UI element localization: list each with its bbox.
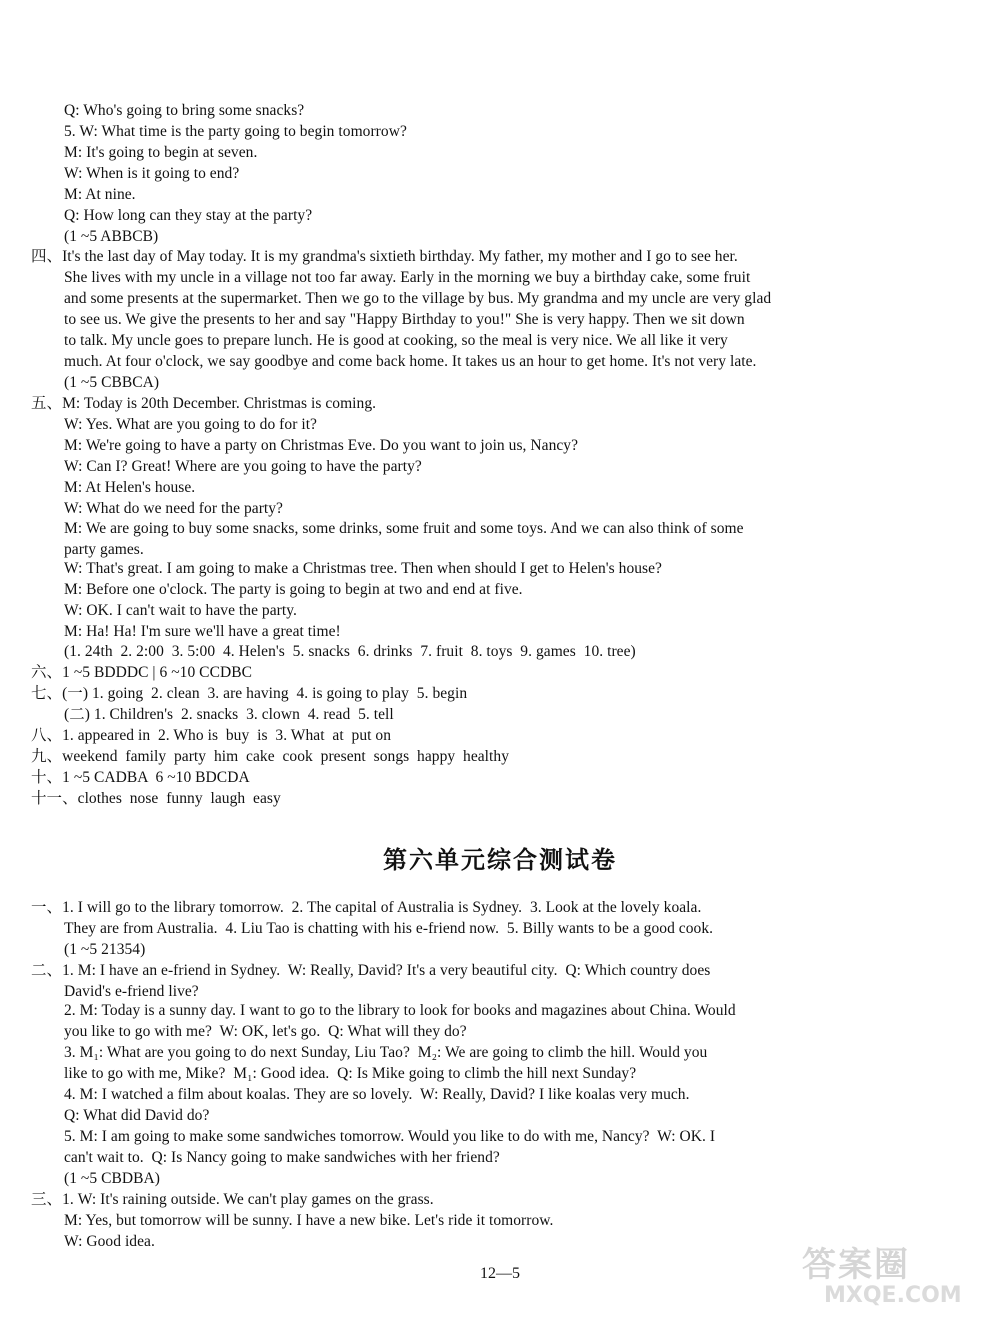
text-line: like to go with me, Mike? M₁: Good idea. Q: Is Mike going to climb the hill next Sunday? bbox=[64, 1065, 637, 1082]
text-line: M: We're going to have a party on Christmas Eve. Do you want to join us, Nancy? bbox=[64, 437, 579, 454]
text-line: can't wait to. Q: Is Nancy going to make sandwiches with her friend? bbox=[64, 1149, 500, 1166]
text-line: 九、weekend family party him cake cook present songs happy healthy bbox=[31, 748, 509, 765]
text-line: and some presents at the supermarket. Then we go to the village by bus. My grandma and my uncle are very glad bbox=[64, 290, 772, 307]
text-line: David's e-friend live? bbox=[64, 983, 199, 1000]
text-line: M: Before one o'clock. The party is going to begin at two and end at five. bbox=[64, 581, 523, 598]
text-line: 四、It's the last day of May today. It is my grandma's sixtieth birthday. My father, my mother and I go to see her. bbox=[31, 248, 738, 265]
text-line: much. At four o'clock, we say goodbye and come back home. It takes us an hour to get home. It's not very late. bbox=[64, 353, 757, 370]
text-line: 五、M: Today is 20th December. Christmas is coming. bbox=[31, 395, 377, 412]
text-line: 十、1 ~5 CADBA 6 ~10 BDCDA bbox=[31, 769, 250, 786]
text-line: They are from Australia. 4. Liu Tao is chatting with his e-friend now. 5. Billy wants to be a good cook. bbox=[64, 920, 714, 937]
text-line: 三、1. W: It's raining outside. We can't play games on the grass. bbox=[31, 1191, 434, 1208]
text-line: (1. 24th 2. 2:00 3. 5:00 4. Helen's 5. snacks 6. drinks 7. fruit 8. toys 9. games 10. tree) bbox=[64, 643, 636, 660]
text-line: Q: Who's going to bring some snacks? bbox=[64, 102, 305, 119]
text-line: 3. M₁: What are you going to do next Sunday, Liu Tao? M₂: We are going to climb the hill. Would you bbox=[64, 1044, 708, 1061]
text-line: W: That's great. I am going to make a Christmas tree. Then when should I get to Helen's house? bbox=[64, 560, 662, 577]
text-line: 一、1. I will go to the library tomorrow. 2. The capital of Australia is Sydney. 3. Look at the lovely koala. bbox=[31, 899, 702, 916]
text-line: (1 ~5 21354) bbox=[64, 941, 146, 958]
text-line: W: When is it going to end? bbox=[64, 165, 240, 182]
text-line: Q: What did David do? bbox=[64, 1107, 210, 1124]
text-line: you like to go with me? W: OK, let's go. Q: What will they do? bbox=[64, 1023, 467, 1040]
text-line: 八、1. appeared in 2. Who is buy is 3. What at put on bbox=[31, 727, 392, 744]
text-line: (1 ~5 ABBCB) bbox=[64, 228, 159, 245]
text-line: 七、(一) 1. going 2. clean 3. are having 4. is going to play 5. begin bbox=[31, 685, 468, 702]
text-line: to talk. My uncle goes to prepare lunch. He is good at cooking, so the meal is very nice. We all like it very bbox=[64, 332, 728, 349]
section-title: 第六单元综合测试卷 bbox=[383, 846, 617, 874]
text-line: 十一、clothes nose funny laugh easy bbox=[31, 790, 281, 807]
text-line: (二) 1. Children's 2. snacks 3. clown 4. read 5. tell bbox=[64, 706, 394, 723]
text-line: She lives with my uncle in a village not too far away. Early in the morning we buy a birthday cake, some fruit bbox=[64, 269, 751, 286]
text-line: W: Good idea. bbox=[64, 1233, 155, 1250]
text-line: M: At Helen's house. bbox=[64, 479, 196, 496]
text-line: (1 ~5 CBDBA) bbox=[64, 1170, 160, 1187]
text-line: W: Yes. What are you going to do for it? bbox=[64, 416, 317, 433]
text-line: W: OK. I can't wait to have the party. bbox=[64, 602, 297, 619]
text-line: 六、1 ~5 BDDDC | 6 ~10 CCDBC bbox=[31, 664, 252, 681]
text-line: M: Yes, but tomorrow will be sunny. I have a new bike. Let's ride it tomorrow. bbox=[64, 1212, 554, 1229]
watermark-bottom-text: MXQE.COM bbox=[824, 1283, 962, 1308]
text-line: 4. M: I watched a film about koalas. They are so lovely. W: Really, David? I like koalas very much. bbox=[64, 1086, 690, 1103]
text-line: Q: How long can they stay at the party? bbox=[64, 207, 313, 224]
text-line: 5. M: I am going to make some sandwiches tomorrow. Would you like to do with me, Nancy? W: OK. I bbox=[64, 1128, 716, 1145]
text-line: to see us. We give the presents to her and say "Happy Birthday to you!" She is very happy. Then we sit down bbox=[64, 311, 745, 328]
text-line: M: It's going to begin at seven. bbox=[64, 144, 258, 161]
text-line: 二、1. M: I have an e-friend in Sydney. W: Really, David? It's a very beautiful city. Q: Which country does bbox=[31, 962, 711, 979]
text-line: M: We are going to buy some snacks, some drinks, some fruit and some toys. And we can also think of some bbox=[64, 520, 744, 537]
text-line: 2. M: Today is a sunny day. I want to go to the library to look for books and magazines about China. Would bbox=[64, 1002, 736, 1019]
page-number: 12—5 bbox=[480, 1265, 520, 1282]
text-line: party games. bbox=[64, 541, 144, 558]
text-line: W: Can I? Great! Where are you going to have the party? bbox=[64, 458, 422, 475]
text-line: W: What do we need for the party? bbox=[64, 500, 283, 517]
watermark-top-text: 答案圈 bbox=[802, 1245, 910, 1285]
text-line: (1 ~5 CBBCA) bbox=[64, 374, 160, 391]
text-line: M: At nine. bbox=[64, 186, 136, 203]
watermark-logo bbox=[802, 1237, 982, 1313]
text-line: M: Ha! Ha! I'm sure we'll have a great time! bbox=[64, 623, 341, 640]
text-line: 5. W: What time is the party going to begin tomorrow? bbox=[64, 123, 407, 140]
